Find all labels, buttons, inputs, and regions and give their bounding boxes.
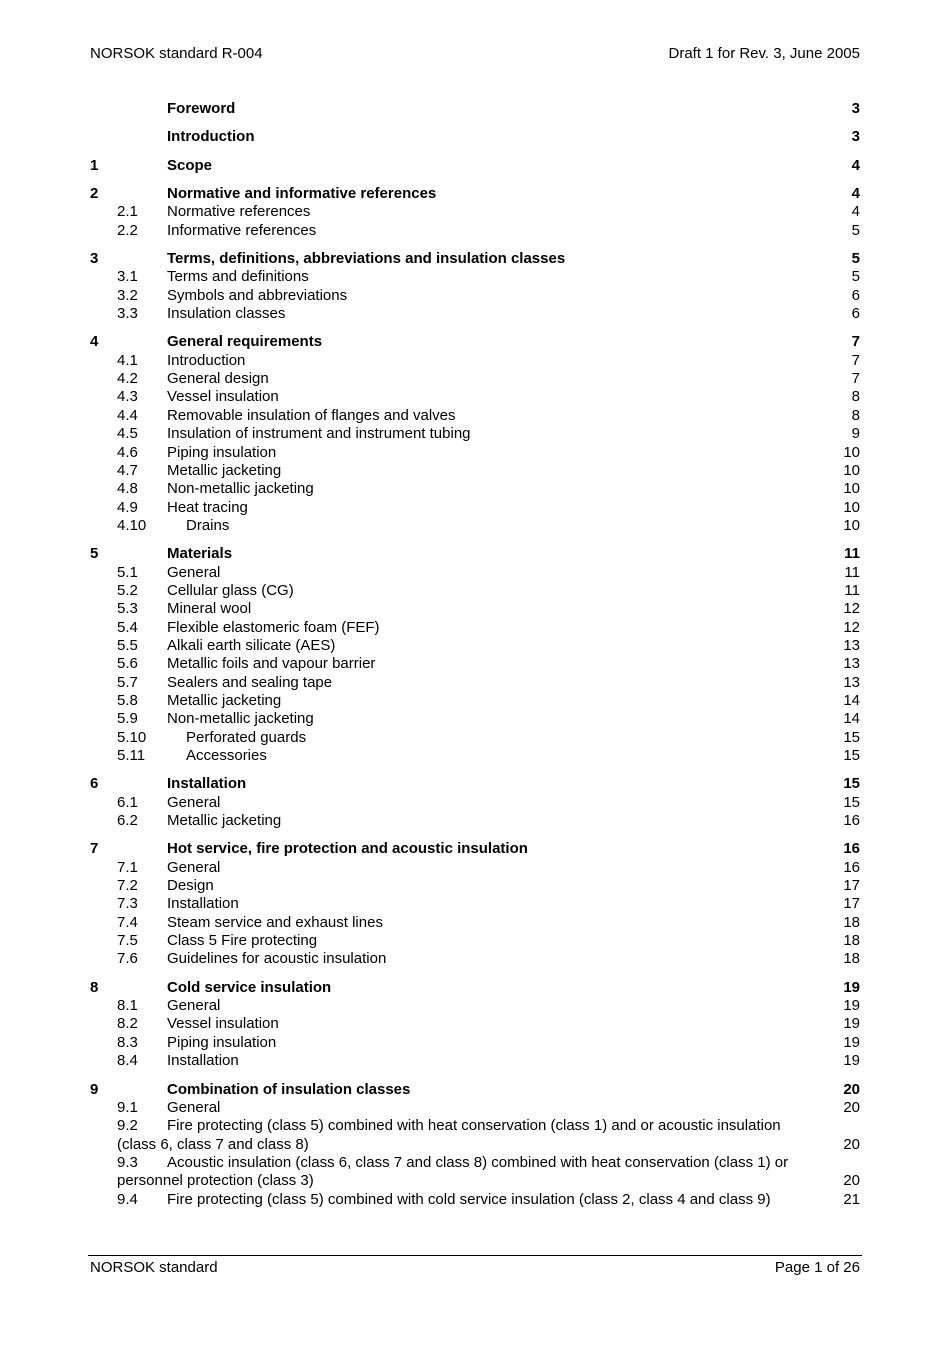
toc-entry-title: Piping insulation — [167, 443, 277, 461]
toc-entry[interactable] — [90, 517, 860, 535]
toc-entry[interactable] — [90, 250, 860, 268]
toc-entry-title: Piping insulation — [167, 1033, 277, 1051]
toc-entry[interactable] — [90, 812, 860, 830]
toc-entry[interactable] — [90, 619, 860, 637]
header-document-id: NORSOK standard R-004 — [90, 45, 263, 62]
toc-entry-page: 13 — [843, 673, 860, 691]
toc-entry-page: 10 — [843, 498, 860, 516]
toc-entry[interactable] — [90, 1172, 860, 1190]
toc-entry-title: General requirements — [167, 333, 323, 351]
toc-entry-title: General — [167, 997, 221, 1015]
toc-entry-number: 9.3 — [117, 1153, 138, 1171]
toc-entry-title: Metallic jacketing — [167, 461, 282, 479]
toc-entry-page: 8 — [851, 406, 860, 424]
toc-entry[interactable] — [90, 674, 860, 692]
toc-entry-title: General design — [167, 370, 269, 388]
toc-entry-title: Mineral wool — [167, 600, 252, 618]
toc-entry-page: 20 — [843, 1080, 860, 1098]
toc-entry-number: 2.1 — [117, 203, 138, 221]
toc-entry-title: General — [167, 793, 221, 811]
toc-entry-title: Cold service insulation — [167, 978, 332, 996]
toc-entry-number: 4.6 — [117, 443, 138, 461]
table-of-contents — [90, 100, 860, 1209]
toc-entry-number: 8 — [90, 978, 99, 996]
toc-entry[interactable] — [90, 222, 860, 240]
toc-entry-number: 9.1 — [117, 1098, 138, 1116]
toc-entry-number: 5.6 — [117, 655, 138, 673]
toc-entry-number: 5.5 — [117, 636, 138, 654]
toc-entry-page: 12 — [843, 618, 860, 636]
toc-entry-title: Perforated guards — [186, 728, 307, 746]
toc-entry-number: 8.1 — [117, 997, 138, 1015]
toc-entry[interactable] — [90, 775, 860, 793]
toc-entry-title: General — [167, 1098, 221, 1116]
toc-entry-page: 20 — [843, 1172, 860, 1190]
toc-entry[interactable] — [90, 932, 860, 950]
toc-entry[interactable] — [90, 979, 860, 997]
toc-entry-page: 10 — [843, 480, 860, 498]
toc-entry-title: Materials — [167, 545, 233, 563]
toc-entry-number: 6.1 — [117, 793, 138, 811]
toc-entry-page: 5 — [851, 250, 860, 268]
toc-entry[interactable] — [90, 370, 860, 388]
toc-entry-title: Installation — [167, 775, 247, 793]
toc-entry-title: Sealers and sealing tape — [167, 673, 333, 691]
toc-entry[interactable] — [90, 305, 860, 323]
toc-entry-number: 8.2 — [117, 1015, 138, 1033]
toc-entry-page: 16 — [843, 858, 860, 876]
toc-entry[interactable] — [90, 895, 860, 913]
toc-entry[interactable] — [90, 352, 860, 370]
toc-entry-title: Insulation of instrument and instrument tubing — [167, 425, 471, 443]
toc-entry-page: 11 — [844, 581, 860, 599]
toc-entry-page: 10 — [843, 516, 860, 534]
toc-entry-number: 5.1 — [117, 563, 138, 581]
toc-entry[interactable] — [90, 444, 860, 462]
toc-entry[interactable] — [90, 600, 860, 618]
toc-entry-number: 4.5 — [117, 425, 138, 443]
toc-entry-number: 7.1 — [117, 858, 138, 876]
toc-entry-title: Guidelines for acoustic insulation — [167, 950, 387, 968]
toc-entry-title: Steam service and exhaust lines — [167, 913, 383, 931]
toc-entry-title: General — [167, 563, 221, 581]
toc-entry-page: 10 — [843, 461, 860, 479]
toc-entry-number: 4.3 — [117, 388, 138, 406]
toc-entry[interactable] — [90, 480, 860, 498]
page-footer — [90, 1259, 860, 1279]
toc-entry-page: 8 — [851, 388, 860, 406]
toc-entry-number: 2.2 — [117, 221, 138, 239]
toc-entry-page: 15 — [843, 747, 860, 764]
toc-entry-page: 3 — [851, 128, 860, 146]
toc-entry-number: 5.4 — [117, 618, 138, 636]
toc-entry-title: Introduction — [167, 128, 255, 146]
toc-entry-page: 15 — [843, 728, 860, 746]
toc-entry-page: 5 — [851, 221, 860, 239]
toc-entry[interactable] — [90, 157, 860, 175]
toc-entry-title: Flexible elastomeric foam (FEF) — [167, 618, 380, 636]
toc-entry-number: 6.2 — [117, 812, 138, 830]
toc-entry[interactable] — [90, 637, 860, 655]
toc-entry-page: 19 — [843, 1033, 860, 1051]
toc-entry[interactable] — [90, 710, 860, 728]
toc-entry-page: 19 — [843, 978, 860, 996]
toc-entry-page: 3 — [851, 100, 860, 117]
toc-entry-title: Normative references — [167, 203, 311, 221]
toc-entry-page: 19 — [843, 997, 860, 1015]
toc-entry-title: Terms and definitions — [167, 268, 309, 286]
toc-entry[interactable] — [90, 655, 860, 673]
toc-entry-page: 11 — [844, 563, 860, 581]
toc-entry-title: Acoustic insulation (class 6, class 7 and class 8) combined with heat conservation (class 1) or — [167, 1153, 789, 1171]
toc-entry[interactable] — [90, 499, 860, 517]
toc-entry[interactable] — [90, 582, 860, 600]
toc-entry-number: 4.8 — [117, 480, 138, 498]
toc-entry[interactable] — [90, 1034, 860, 1052]
toc-entry-page: 6 — [851, 305, 860, 323]
toc-entry-page: 15 — [843, 793, 860, 811]
toc-entry-title: Vessel insulation — [167, 388, 279, 406]
toc-entry-page: 17 — [843, 895, 860, 913]
toc-entry-number: 7.6 — [117, 950, 138, 968]
toc-entry-page: 17 — [843, 877, 860, 895]
toc-entry-page: 13 — [843, 655, 860, 673]
toc-entry[interactable] — [90, 462, 860, 480]
toc-entry-page: 4 — [851, 203, 860, 221]
toc-entry-page: 18 — [843, 950, 860, 968]
toc-entry-title: Informative references — [167, 221, 317, 239]
toc-entry-title: Combination of insulation classes — [167, 1080, 411, 1098]
toc-entry-title: Scope — [167, 156, 213, 174]
footer-page-number: Page 1 of 26 — [774, 1259, 860, 1276]
toc-entry-page: 9 — [851, 425, 860, 443]
toc-entry-number: 7.5 — [117, 932, 138, 950]
toc-entry-page: 14 — [843, 710, 860, 728]
toc-entry-page: 7 — [851, 333, 860, 351]
page-header — [90, 45, 860, 65]
toc-entry-page: 19 — [843, 1052, 860, 1070]
toc-entry-title: Insulation classes — [167, 305, 286, 323]
toc-entry-title: personnel protection (class 3) — [117, 1172, 314, 1190]
toc-entry[interactable] — [90, 914, 860, 932]
toc-entry[interactable] — [90, 1052, 860, 1070]
toc-entry-page: 11 — [844, 545, 860, 563]
toc-entry-number: 4.4 — [117, 406, 138, 424]
toc-entry[interactable] — [90, 1015, 860, 1033]
toc-entry-title: Metallic jacketing — [167, 691, 282, 709]
toc-entry-title: Installation — [167, 895, 239, 913]
toc-entry[interactable] — [90, 268, 860, 286]
toc-entry[interactable] — [90, 997, 860, 1015]
toc-entry-page: 14 — [843, 691, 860, 709]
toc-entry-page: 15 — [843, 775, 860, 793]
toc-entry-number: 9 — [90, 1080, 99, 1098]
toc-entry[interactable] — [90, 545, 860, 563]
toc-entry-number: 7 — [90, 840, 99, 858]
toc-entry-title: Cellular glass (CG) — [167, 581, 294, 599]
toc-entry-page: 6 — [851, 286, 860, 304]
toc-entry-title: Non-metallic jacketing — [167, 480, 314, 498]
toc-entry-page: 5 — [851, 268, 860, 286]
toc-entry-title: Fire protecting (class 5) combined with heat conservation (class 1) and or acoustic insulation — [167, 1117, 781, 1135]
toc-entry-title: Drains — [186, 516, 230, 534]
toc-entry-page: 10 — [843, 443, 860, 461]
toc-entry-number: 5.8 — [117, 691, 138, 709]
toc-entry[interactable] — [90, 128, 860, 146]
toc-entry-title: Design — [167, 877, 214, 895]
toc-entry-title: Heat tracing — [167, 498, 248, 516]
toc-entry-page: 16 — [843, 812, 860, 830]
toc-entry[interactable] — [90, 692, 860, 710]
toc-entry[interactable] — [90, 840, 860, 858]
toc-entry[interactable] — [90, 333, 860, 351]
toc-entry[interactable] — [90, 1154, 860, 1172]
toc-entry-title: Alkali earth silicate (AES) — [167, 636, 336, 654]
toc-entry-number: 5.2 — [117, 581, 138, 599]
toc-entry-number: 7.4 — [117, 913, 138, 931]
toc-entry-title: Non-metallic jacketing — [167, 710, 314, 728]
toc-entry-page: 7 — [851, 351, 860, 369]
toc-entry-title: Normative and informative references — [167, 185, 437, 203]
toc-entry-title: (class 6, class 7 and class 8) — [117, 1135, 309, 1153]
toc-entry-number: 4.10 — [117, 516, 147, 534]
toc-entry-number: 4.9 — [117, 498, 138, 516]
toc-entry-number: 5.9 — [117, 710, 138, 728]
toc-entry-number: 7.2 — [117, 877, 138, 895]
toc-entry-number: 3 — [90, 250, 99, 268]
toc-entry[interactable] — [90, 1117, 860, 1135]
toc-entry[interactable] — [90, 859, 860, 877]
toc-entry-title: Installation — [167, 1052, 239, 1070]
toc-entry-title: Metallic jacketing — [167, 812, 282, 830]
toc-entry-number: 5 — [90, 545, 99, 563]
toc-entry[interactable] — [90, 100, 860, 118]
toc-entry-page: 20 — [843, 1098, 860, 1116]
toc-entry-number: 8.3 — [117, 1033, 138, 1051]
toc-entry-page: 4 — [851, 156, 860, 174]
toc-entry-number: 9.2 — [117, 1117, 138, 1135]
toc-entry-title: Metallic foils and vapour barrier — [167, 655, 376, 673]
toc-entry-title: Fire protecting (class 5) combined with cold service insulation (class 2, class 4 and class 9) — [167, 1190, 771, 1208]
toc-entry-number: 9.4 — [117, 1190, 138, 1208]
toc-entry-number: 2 — [90, 185, 99, 203]
toc-entry-number: 5.10 — [117, 728, 147, 746]
toc-entry-page: 4 — [851, 185, 860, 203]
toc-entry-page: 18 — [843, 913, 860, 931]
toc-entry-page: 12 — [843, 600, 860, 618]
toc-entry-page: 16 — [843, 840, 860, 858]
toc-entry-title: Vessel insulation — [167, 1015, 279, 1033]
toc-entry[interactable] — [90, 564, 860, 582]
toc-entry-title: Introduction — [167, 351, 246, 369]
toc-entry-page: 21 — [843, 1190, 860, 1208]
toc-entry-title: Symbols and abbreviations — [167, 286, 348, 304]
toc-entry-number: 3.3 — [117, 305, 138, 323]
toc-entry-title: Foreword — [167, 100, 236, 117]
toc-entry-title: General — [167, 858, 221, 876]
toc-entry-page: 19 — [843, 1015, 860, 1033]
toc-entry-number: 4.1 — [117, 351, 138, 369]
toc-entry[interactable] — [90, 1191, 860, 1209]
toc-entry-page: 7 — [851, 370, 860, 388]
toc-entry-number: 5.11 — [117, 747, 146, 764]
toc-entry-title: Hot service, fire protection and acoustic insulation — [167, 840, 528, 858]
toc-entry[interactable] — [90, 287, 860, 305]
toc-entry-title: Accessories — [186, 747, 267, 764]
toc-entry[interactable] — [90, 1099, 860, 1117]
toc-entry-page: 18 — [843, 932, 860, 950]
toc-entry-title: Removable insulation of flanges and valves — [167, 406, 456, 424]
toc-entry[interactable] — [90, 1136, 860, 1154]
toc-entry-number: 7.3 — [117, 895, 138, 913]
toc-entry-title: Terms, definitions, abbreviations and insulation classes — [167, 250, 566, 268]
toc-entry[interactable] — [90, 185, 860, 203]
header-draft-date: Draft 1 for Rev. 3, June 2005 — [668, 45, 860, 62]
toc-entry[interactable] — [90, 950, 860, 968]
toc-entry[interactable] — [90, 729, 860, 747]
toc-entry[interactable] — [90, 877, 860, 895]
toc-entry[interactable] — [90, 425, 860, 443]
toc-entry[interactable] — [90, 1081, 860, 1099]
toc-entry-number: 6 — [90, 775, 99, 793]
toc-entry[interactable] — [90, 407, 860, 425]
toc-entry-number: 8.4 — [117, 1052, 138, 1070]
toc-entry-number: 4.7 — [117, 461, 138, 479]
footer-divider — [88, 1255, 862, 1256]
toc-entry-page: 13 — [843, 636, 860, 654]
footer-standard-name: NORSOK standard — [90, 1259, 218, 1276]
toc-entry-number: 3.2 — [117, 286, 138, 304]
toc-entry[interactable] — [90, 747, 860, 765]
toc-entry-number: 4 — [90, 333, 99, 351]
toc-entry[interactable] — [90, 388, 860, 406]
toc-entry[interactable] — [90, 203, 860, 221]
toc-entry-title: Class 5 Fire protecting — [167, 932, 318, 950]
toc-entry[interactable] — [90, 794, 860, 812]
toc-entry-number: 5.7 — [117, 673, 138, 691]
toc-entry-number: 5.3 — [117, 600, 138, 618]
toc-entry-page: 20 — [843, 1135, 860, 1153]
toc-entry-number: 4.2 — [117, 370, 138, 388]
toc-entry-number: 3.1 — [117, 268, 138, 286]
toc-entry-number: 1 — [90, 156, 99, 174]
